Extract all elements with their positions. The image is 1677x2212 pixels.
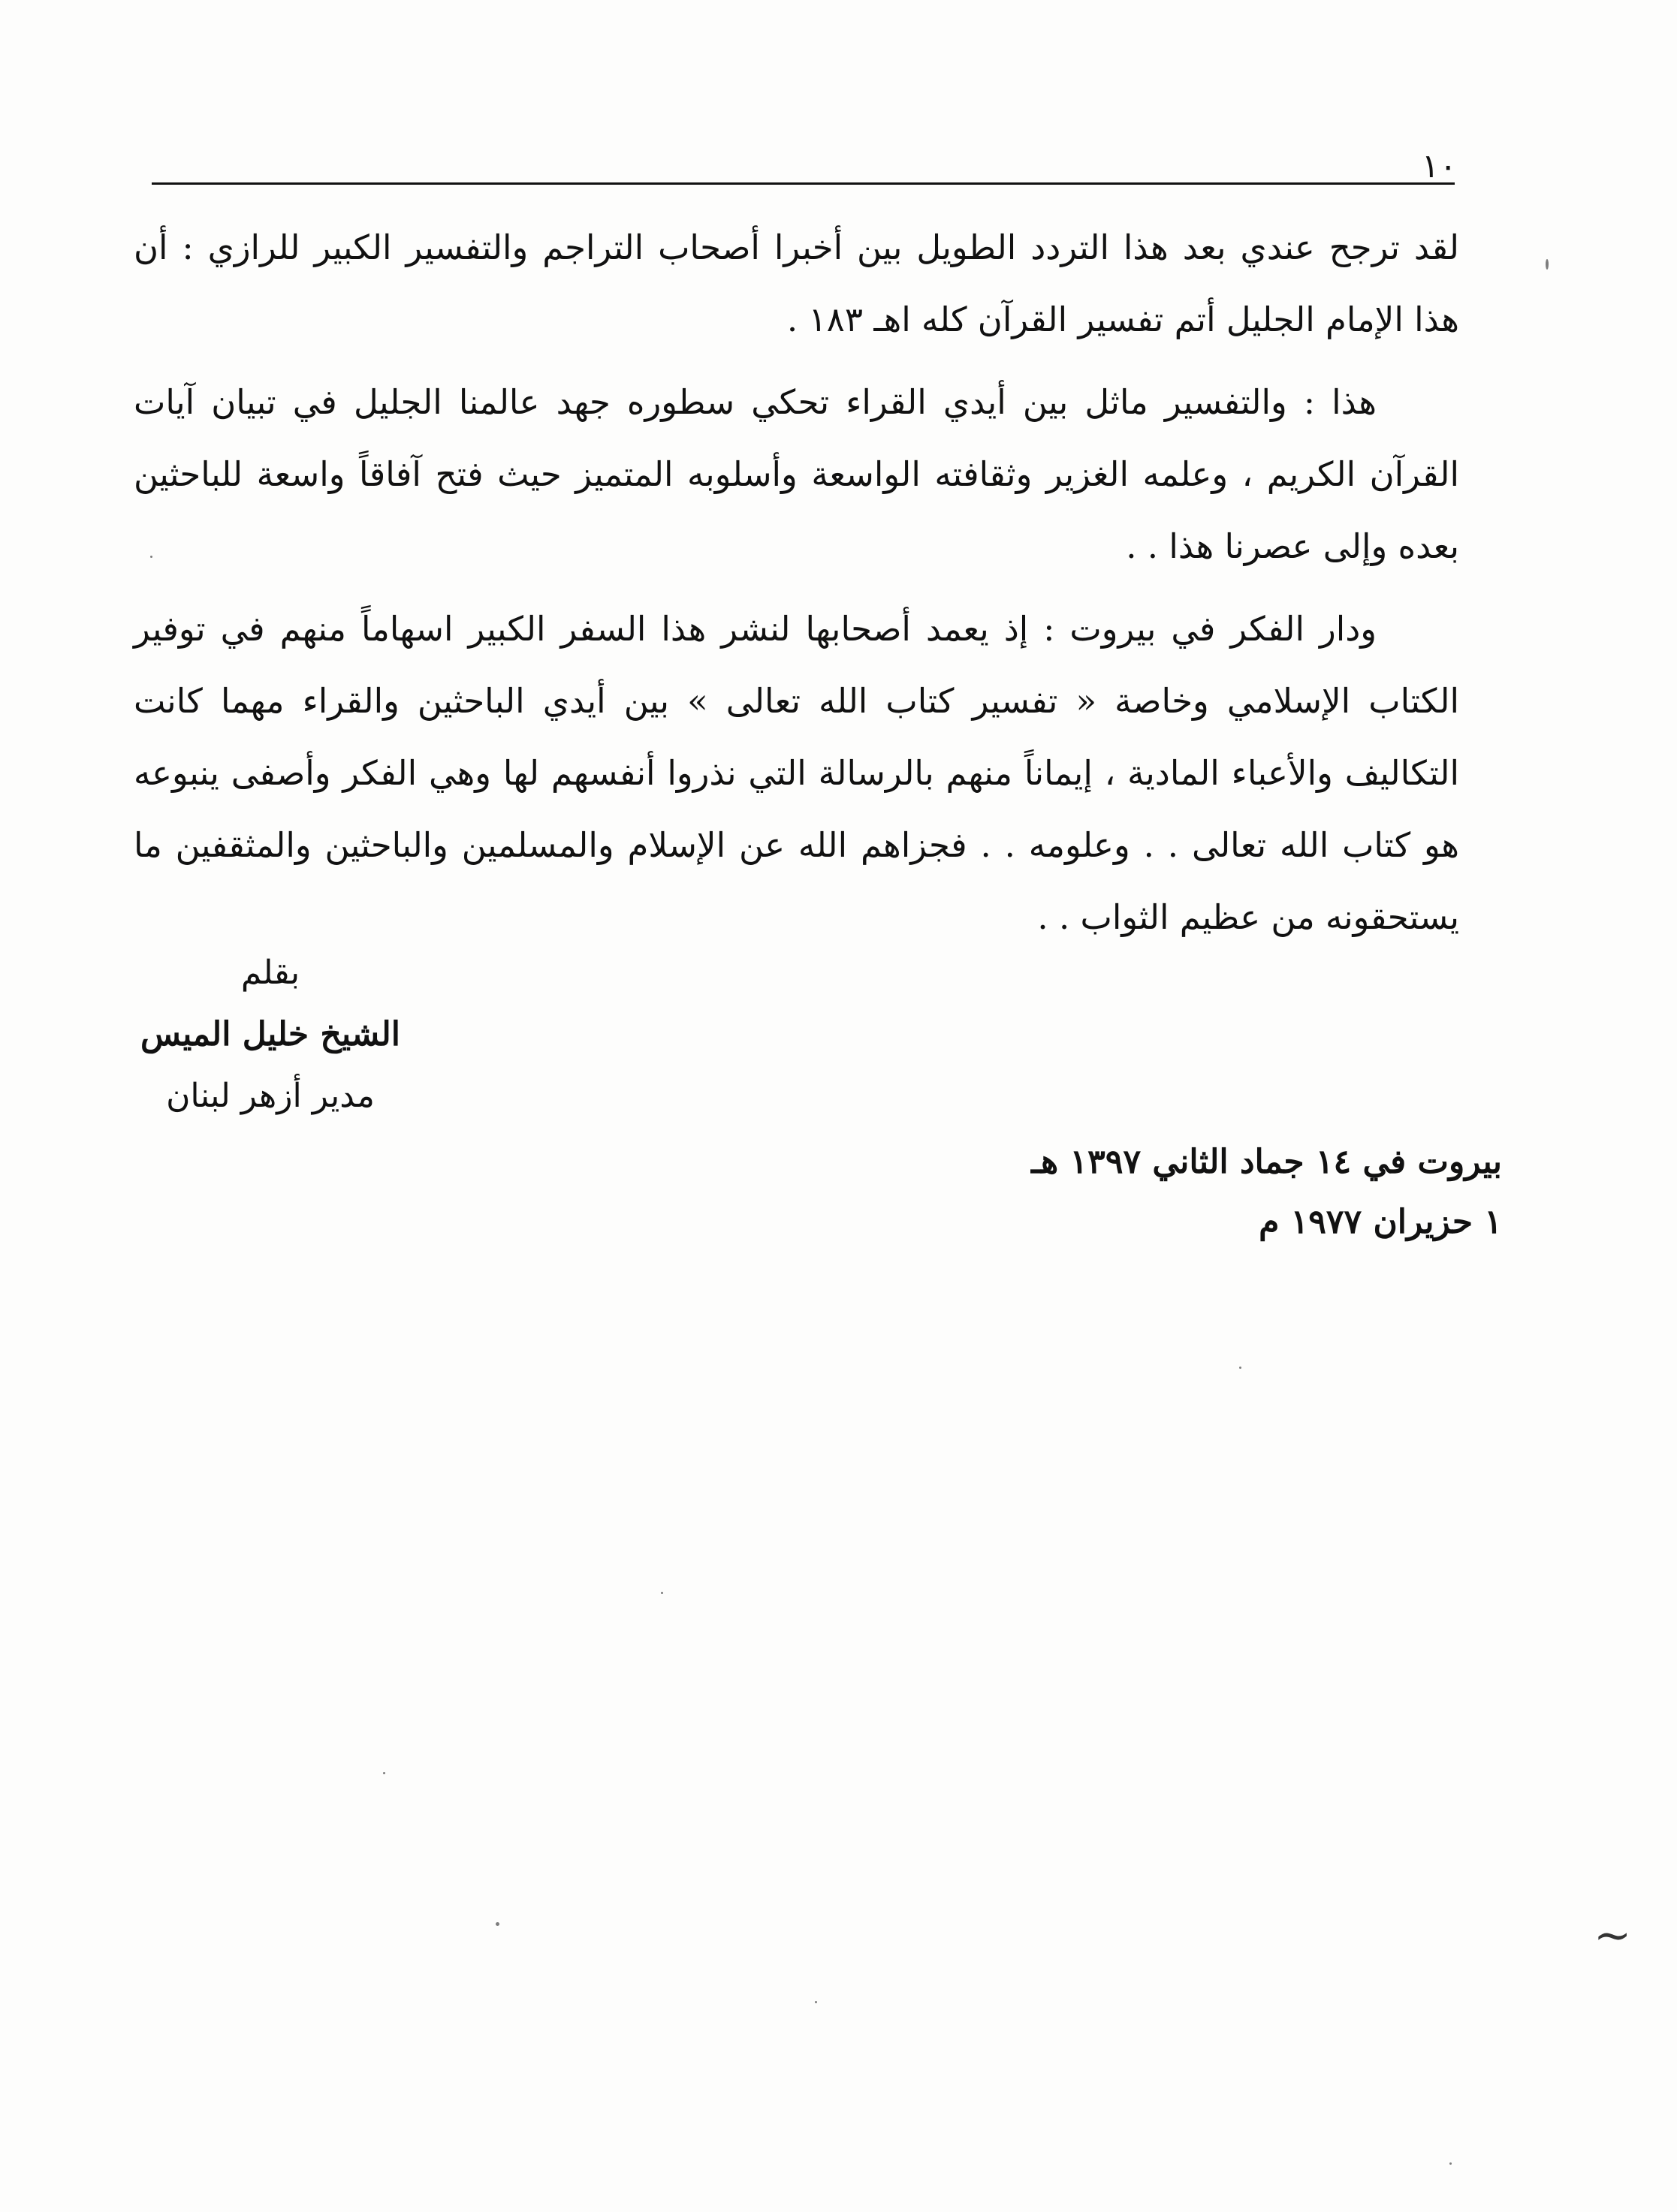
body-text (134, 212, 1459, 964)
body-paragraph-2: هذا : والتفسير ماثل بين أيدي القراء تحكي سطوره جهد عالمنا الجليل في تبيان آيات القرآن الكريم ، وعلمه الغزير وثقافته الواسعة وأسلوبه المتميز حيث فتح آفاقاً واسعة للباحثين بعده وإلى عصرنا هذا . . (134, 382, 1459, 566)
dateline-hijri: بيروت في ١٤ جماد الثاني ١٣٩٧ هـ (1031, 1143, 1502, 1181)
dateline (976, 1132, 1502, 1252)
scan-speck (496, 1922, 499, 1926)
scan-speck (150, 556, 152, 558)
scan-speck (661, 1592, 663, 1594)
scan-speck (815, 2001, 817, 2003)
signature-title: مدير أزهر لبنان (166, 1077, 375, 1115)
scan-speck (1449, 2162, 1452, 2165)
body-paragraph-1: لقد ترجح عندي بعد هذا التردد الطويل بين أخبرا أصحاب التراجم والتفسير الكبير للرازي : أن هذا الإمام الجليل أتم تفسير القرآن كله اهـ ١٨٣ . (134, 228, 1459, 339)
body-paragraph-3: ودار الفكر في بيروت : إذ يعمد أصحابها لنشر هذا السفر الكبير اسهاماً منهم في توفير الكتاب الإسلامي وخاصة « تفسير كتاب الله تعالى » بين أيدي الباحثين والقراء مهما كانت التكاليف والأعباء المادية ، إيماناً منهم بالرسالة التي نذروا أنفسهم لها وهي الفكر وأصفى ينبوعه هو كتاب الله تعالى . . وعلومه . . فجزاهم الله عن الإسلام والمسلمين والباحثين والمثقفين ما يستحقونه من عظيم الثواب . . (134, 609, 1459, 937)
header-rule (152, 182, 1455, 185)
scan-speck (1546, 259, 1549, 270)
dateline-gregorian: ١ حزيران ١٩٧٧ م (1259, 1203, 1502, 1241)
scan-artifact-mark: ~ (1594, 1909, 1632, 1962)
scan-speck (1239, 1367, 1241, 1369)
signature-name: الشيخ خليل الميس (140, 1015, 400, 1053)
signature-by-label: بقلم (240, 954, 300, 992)
signature-block (113, 942, 428, 1127)
page-number: ١٠ (1421, 147, 1457, 185)
scan-speck (383, 1772, 385, 1774)
